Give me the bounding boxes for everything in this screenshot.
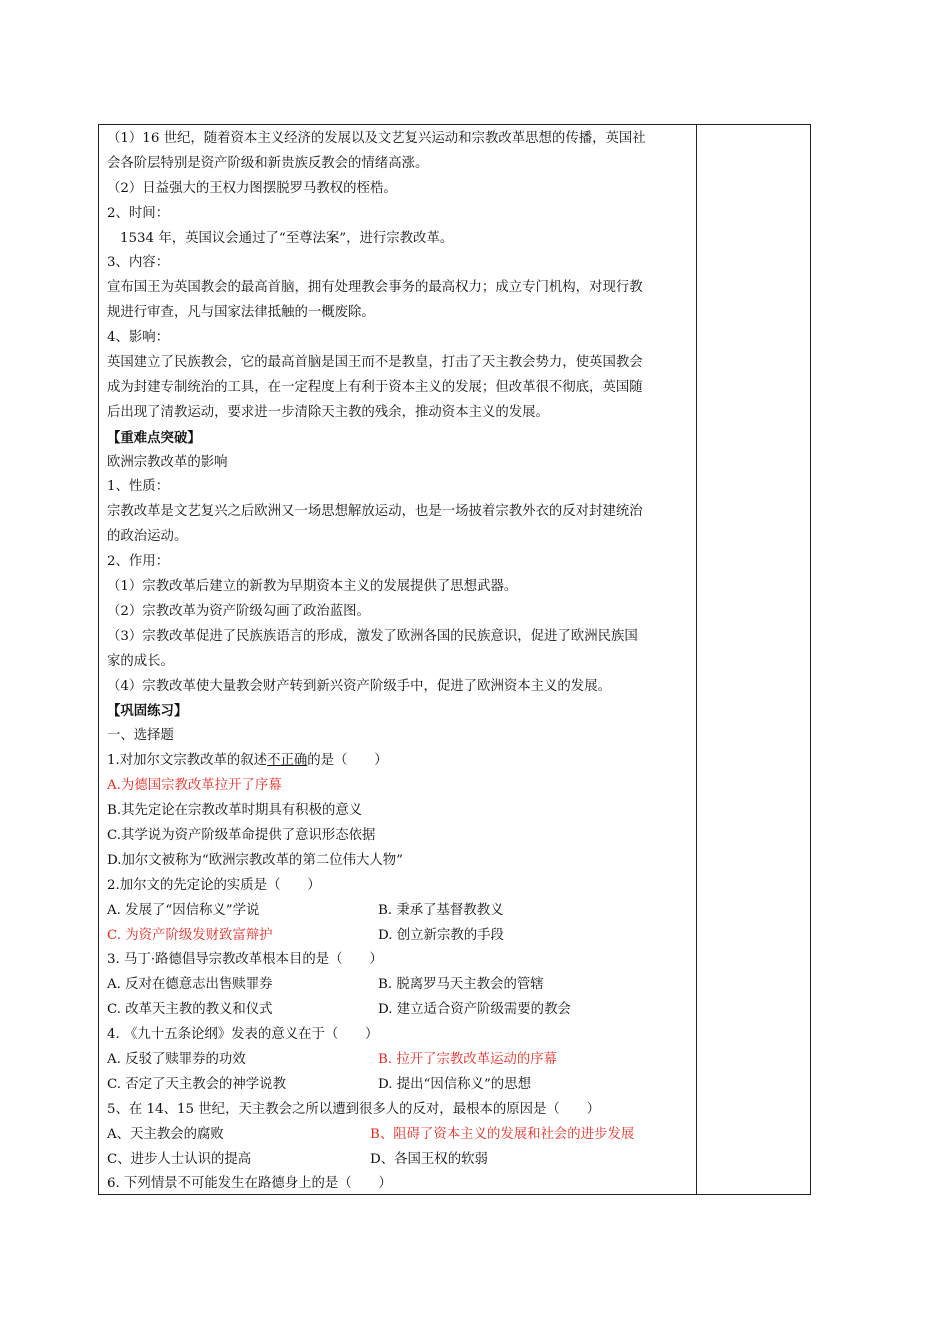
question-3-options-row [107,998,690,1023]
question-2-stem: 2.加尔文的先定论的实质是（ ） [107,877,321,893]
section-heading-time: 2、时间： [107,205,170,221]
text-line: 宣布国王为英国教会的最高首脑，拥有处理教会事务的最高权力；成立专门机构，对现行教 [107,280,643,296]
text-line: （2）宗教改革为资产阶级勾画了政治蓝图。 [107,603,370,619]
text-line: 家的成长。 [107,653,174,669]
text-line: 宗教改革是文艺复兴之后欧洲又一场思想解放运动，也是一场披着宗教外衣的反对封建统治 [107,504,643,520]
heading-key-points: 【重难点突破】 [107,429,201,446]
question-5-option-c: C、进步人士认识的提高 [107,1151,252,1167]
section-heading-role: 2、作用： [107,554,170,570]
question-5-option-b: B、阻碍了资本主义的发展和社会的进步发展 [370,1126,635,1142]
text-line: 的政治运动。 [107,529,188,545]
text-line: 欧洲宗教改革的影响 [107,454,228,470]
question-1-option-b: B.其先定论在宗教改革时期具有积极的意义 [107,803,363,819]
main-content-cell [99,125,697,1194]
text-line: （4）宗教改革使大量教会财产转到新兴资产阶级手中，促进了欧洲资本主义的发展。 [107,678,611,694]
text-line: 英国建立了民族教会，它的最高首脑是国王而不是教皇，打击了天主教会势力，使英国教会 [107,355,643,371]
text-line: （1）宗教改革后建立的新教为早期资本主义的发展提供了思想武器。 [107,579,518,595]
text-line: 成为封建专制统治的工具，在一定程度上有利于资本主义的发展；但改革很不彻底，英国随 [107,379,643,395]
question-6-stem: 6. 下列情景不可能发生在路德身上的是（ ） [107,1176,392,1192]
stem-text: 的是（ ） [307,753,388,769]
question-3-option-a: A. 反对在德意志出售赎罪券 [107,977,273,993]
question-1-option-c: C.其学说为资产阶级革命提供了意识形态依据 [107,827,376,843]
stem-underline: 不正确 [267,753,308,769]
question-2-option-c: C. 为资产阶级发财致富辩护 [107,927,273,943]
question-1-stem [107,749,690,774]
question-4-options-row [107,1048,690,1073]
text-line: 会各阶层特别是资产阶级和新贵族反教会的情绪高涨。 [107,155,429,171]
content-table [98,124,811,1195]
question-2-options-row [107,899,690,924]
section-heading-content: 3、内容： [107,255,170,271]
text-line: 规进行审查，凡与国家法律抵触的一概废除。 [107,305,375,321]
question-2-options-row [107,924,690,949]
heading-practice: 【巩固练习】 [107,703,188,720]
question-5-option-a: A、天主教会的腐败 [107,1126,224,1142]
question-3-option-d: D. 建立适合资产阶级需要的教会 [378,1002,571,1018]
section-heading-choice: 一、选择题 [107,728,174,744]
question-5-stem: 5、在 14、15 世纪，天主教会之所以遭到很多人的反对，最根本的原因是（ ） [107,1101,600,1117]
section-heading-nature: 1、性质： [107,479,170,495]
question-1-option-d: D.加尔文被称为“欧洲宗教改革的第二位伟大人物” [107,852,404,868]
text-line: （2）日益强大的王权力图摆脱罗马教权的桎梏。 [107,180,397,196]
stem-text: 1.对加尔文宗教改革的叙述 [107,753,268,769]
question-5-options-row [107,1148,690,1173]
text-line: 后出现了清教运动，要求进一步清除天主教的残余，推动资本主义的发展。 [107,404,549,420]
question-4-stem: 4. 《九十五条论纲》发表的意义在于（ ） [107,1027,379,1043]
question-5-options-row [107,1123,690,1148]
text-line: 1534 年，英国议会通过了“至尊法案”，进行宗教改革。 [120,230,454,246]
question-4-options-row [107,1073,690,1098]
question-4-option-d: D. 提出“因信称义”的思想 [378,1076,531,1092]
question-3-stem: 3. 马丁·路德倡导宗教改革根本目的是（ ） [107,952,383,968]
question-1-option-a: A.为德国宗教改革拉开了序幕 [107,778,282,794]
question-2-option-b: B. 秉承了基督教教义 [378,902,504,918]
text-line: （1）16 世纪，随着资本主义经济的发展以及文艺复兴运动和宗教改革思想的传播，英国社 [107,131,646,146]
section-heading-impact: 4、影响： [107,330,170,346]
question-4-option-a: A. 反驳了赎罪券的功效 [107,1051,246,1067]
question-4-option-c: C. 否定了天主教会的神学说教 [107,1076,286,1092]
question-2-option-a: A. 发展了“因信称义”学说 [107,902,260,918]
question-3-option-c: C. 改革天主教的教义和仪式 [107,1002,273,1018]
question-2-option-d: D. 创立新宗教的手段 [378,927,504,943]
text-line: （3）宗教改革促进了民族族语言的形成，激发了欧洲各国的民族意识，促进了欧洲民族国 [107,628,638,644]
question-3-option-b: B. 脱离罗马天主教会的管辖 [378,977,544,993]
question-3-options-row [107,973,690,998]
question-4-option-b: B. 拉开了宗教改革运动的序幕 [378,1051,558,1067]
question-5-option-d: D、各国王权的软弱 [370,1151,488,1167]
